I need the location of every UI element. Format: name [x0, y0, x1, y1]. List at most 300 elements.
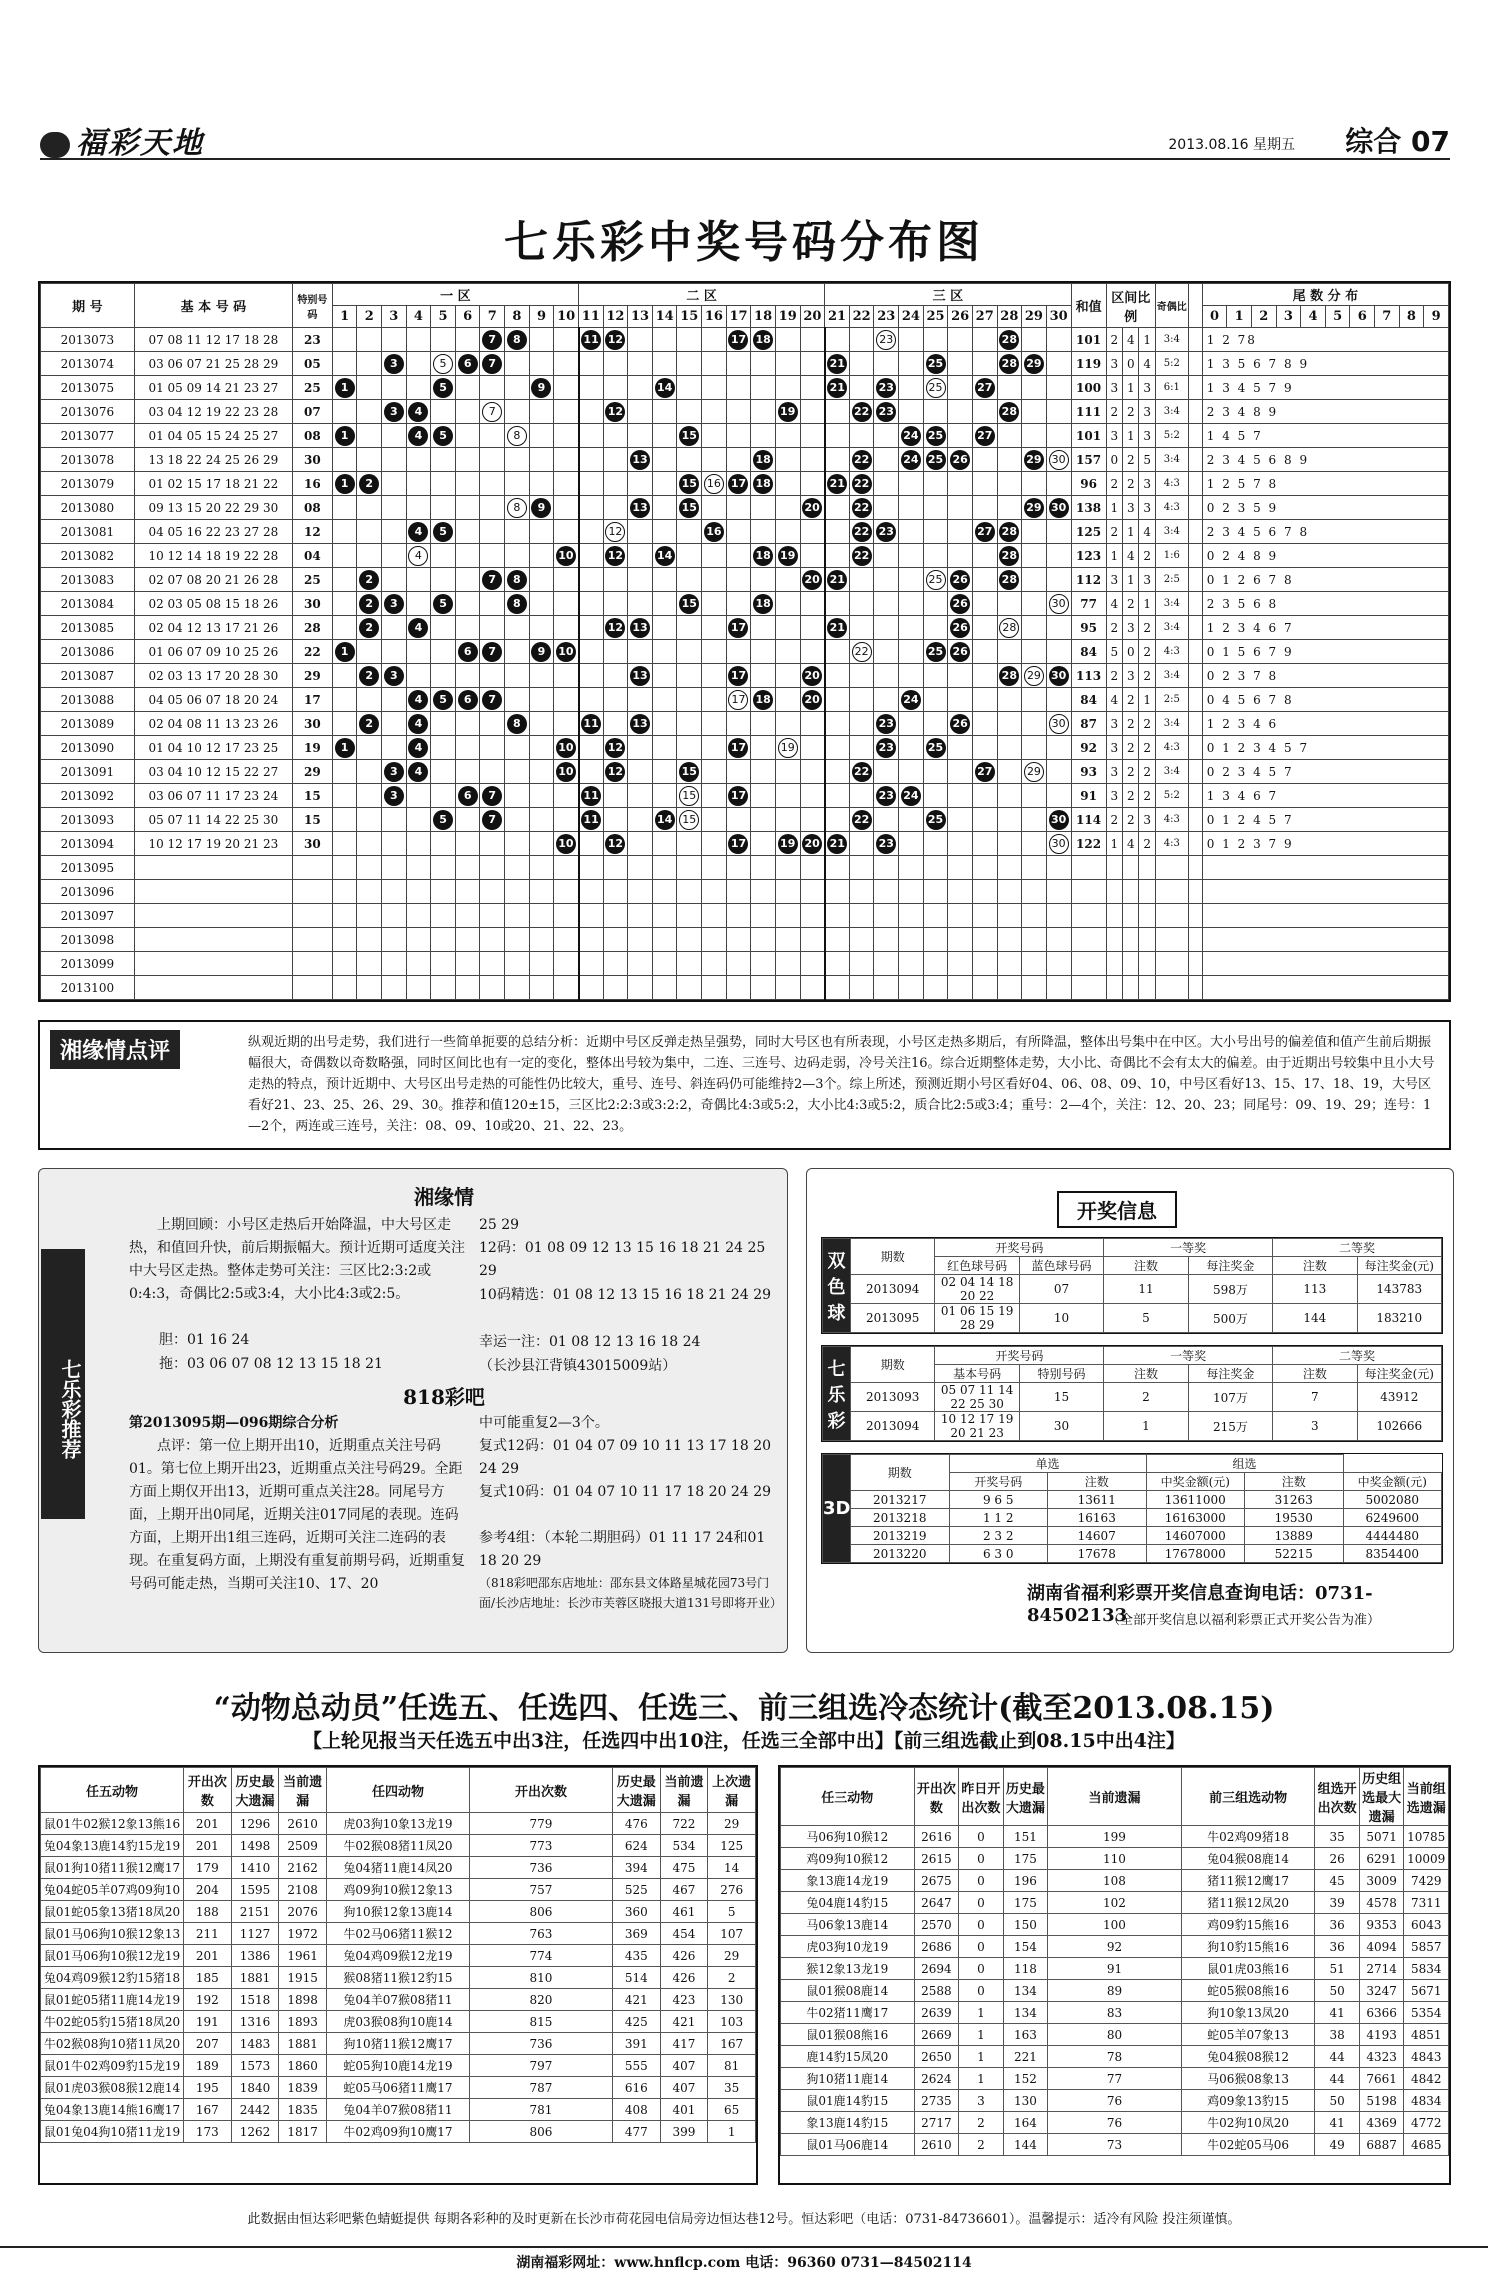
data-cell: 2650 [914, 2046, 959, 2068]
number-cell [1022, 520, 1047, 544]
drawn-ball: 17 [728, 666, 748, 686]
data-cell: 猪11猴12凤20 [1181, 1892, 1315, 1914]
special-cell: 07 [292, 400, 332, 424]
number-cell [652, 472, 677, 496]
data-cell: 10 12 17 19 20 21 23 [935, 1412, 1019, 1441]
ratio-cell: 3 [1139, 568, 1155, 592]
qlc-table [821, 1345, 1443, 1442]
number-cell [406, 928, 431, 952]
table-row [41, 1923, 756, 1945]
basic-numbers-cell: 09 13 15 20 22 29 30 [134, 496, 292, 520]
data-cell: 2570 [914, 1914, 959, 1936]
col-header: 中奖金额(元) [1146, 1473, 1245, 1491]
number-cell [579, 760, 604, 784]
number-header: 19 [775, 306, 800, 328]
drawn-ball: 4 [408, 522, 428, 542]
number-header: 9 [529, 306, 554, 328]
number-cell [480, 520, 505, 544]
oe-cell: 4:3 [1155, 808, 1188, 832]
number-cell [726, 424, 751, 448]
number-cell [677, 712, 702, 736]
number-cell [332, 472, 357, 496]
number-cell [751, 568, 776, 592]
number-cell [1046, 952, 1071, 976]
table-row [41, 904, 1449, 928]
data-cell: 2 [708, 1967, 756, 1989]
ratio-cell: 2 [1123, 592, 1139, 616]
number-cell [406, 472, 431, 496]
drawn-ball: 3 [384, 786, 404, 806]
number-cell [603, 976, 628, 1000]
tail-cell: 1 2 78 [1202, 328, 1448, 352]
number-cell [554, 496, 579, 520]
drawn-ball: 12 [605, 618, 625, 638]
drawn-ball: 3 [384, 594, 404, 614]
number-cell [1022, 472, 1047, 496]
number-cell [800, 352, 825, 376]
d3-table [821, 1453, 1443, 1564]
number-cell [972, 448, 997, 472]
number-cell [751, 640, 776, 664]
number-cell [406, 448, 431, 472]
basic-numbers-cell: 04 05 06 07 18 20 24 [134, 688, 292, 712]
data-cell: 598万 [1188, 1275, 1272, 1304]
number-cell [357, 496, 382, 520]
special-ball: 30 [1049, 450, 1069, 470]
number-cell [923, 760, 948, 784]
drawn-ball: 28 [999, 666, 1019, 686]
number-cell [677, 928, 702, 952]
data-cell: 555 [612, 2055, 660, 2077]
drawn-ball: 25 [926, 450, 946, 470]
number-cell [677, 400, 702, 424]
data-cell: 423 [660, 1989, 708, 2011]
number-cell [455, 736, 480, 760]
number-cell [825, 760, 850, 784]
number-cell [800, 616, 825, 640]
drawn-ball: 23 [876, 714, 896, 734]
number-cell [480, 904, 505, 928]
table-row [41, 736, 1449, 760]
number-cell [825, 616, 850, 640]
number-cell [677, 880, 702, 904]
sum-cell: 114 [1071, 808, 1106, 832]
drawn-ball: 27 [975, 522, 995, 542]
data-cell: 2714 [1359, 1958, 1404, 1980]
number-cell [505, 688, 530, 712]
spacer-cell [1188, 808, 1202, 832]
data-cell: 175 [1003, 1848, 1048, 1870]
number-cell [1046, 688, 1071, 712]
special-ball: 28 [999, 618, 1019, 638]
number-cell [677, 376, 702, 400]
number-cell [455, 712, 480, 736]
number-cell [997, 832, 1022, 856]
basic-numbers-cell: 10 12 17 19 20 21 23 [134, 832, 292, 856]
col-header: 红色球号码 [935, 1257, 1019, 1275]
number-cell [997, 568, 1022, 592]
drawn-ball: 2 [359, 618, 379, 638]
data-cell: 196 [1003, 1870, 1048, 1892]
number-cell [775, 832, 800, 856]
basic-numbers-cell: 03 04 10 12 15 22 27 [134, 760, 292, 784]
number-header: 5 [431, 306, 456, 328]
number-cell [628, 352, 653, 376]
drawn-ball: 19 [778, 834, 798, 854]
drawn-ball: 17 [728, 618, 748, 638]
number-cell [480, 424, 505, 448]
basic-numbers-cell [134, 856, 292, 880]
sum-cell: 157 [1071, 448, 1106, 472]
ratio-cell: 2 [1123, 736, 1139, 760]
number-cell [332, 760, 357, 784]
number-cell [357, 616, 382, 640]
ratio-cell: 3 [1106, 760, 1122, 784]
number-cell [874, 808, 899, 832]
hotline-text: 湖南省福利彩票开奖信息查询电话：0731-84502133 [1027, 1583, 1373, 1626]
number-cell [677, 592, 702, 616]
number-cell [628, 928, 653, 952]
data-cell: 1 1 2 [949, 1509, 1048, 1527]
number-cell [357, 376, 382, 400]
sum-cell: 77 [1071, 592, 1106, 616]
number-cell [874, 904, 899, 928]
number-cell [382, 976, 407, 1000]
data-cell: 113 [1273, 1275, 1357, 1304]
number-cell [480, 664, 505, 688]
number-cell [997, 400, 1022, 424]
drawn-ball: 9 [531, 642, 551, 662]
drawn-ball: 20 [802, 834, 822, 854]
drawn-ball: 14 [655, 810, 675, 830]
sum-cell: 122 [1071, 832, 1106, 856]
drawn-ball: 18 [753, 594, 773, 614]
number-cell [1046, 664, 1071, 688]
data-cell: 189 [184, 2055, 232, 2077]
number-cell [997, 808, 1022, 832]
data-cell: 110 [1048, 1848, 1182, 1870]
number-cell [972, 736, 997, 760]
number-cell [357, 448, 382, 472]
ratio-cell: 2 [1106, 472, 1122, 496]
number-cell [923, 808, 948, 832]
number-cell [455, 616, 480, 640]
sum-cell: 123 [1071, 544, 1106, 568]
number-cell [603, 688, 628, 712]
spacer-cell [1188, 928, 1202, 952]
number-cell [529, 424, 554, 448]
dan-text: 胆：01 16 24 [159, 1332, 250, 1348]
number-cell [751, 856, 776, 880]
number-cell [357, 664, 382, 688]
drawn-ball: 27 [975, 378, 995, 398]
number-cell [702, 712, 727, 736]
data-cell: 91 [1048, 1958, 1182, 1980]
number-cell [529, 496, 554, 520]
special-cell [292, 952, 332, 976]
number-cell [874, 568, 899, 592]
table-row [41, 496, 1449, 520]
number-cell [775, 352, 800, 376]
data-cell: 2694 [914, 1958, 959, 1980]
number-cell [332, 328, 357, 352]
number-cell [455, 760, 480, 784]
number-cell [332, 568, 357, 592]
data-cell: 虎03狗10象13龙19 [326, 1813, 469, 1835]
number-cell [800, 568, 825, 592]
number-cell [849, 832, 874, 856]
tail-cell: 0 2 4 8 9 [1202, 544, 1448, 568]
number-cell [997, 616, 1022, 640]
number-cell [431, 904, 456, 928]
number-cell [899, 736, 924, 760]
number-cell [480, 784, 505, 808]
number-cell [382, 400, 407, 424]
data-cell: 83 [1048, 2002, 1182, 2024]
data-cell: 73 [1048, 2134, 1182, 2156]
spacer-cell [1188, 664, 1202, 688]
number-cell [800, 904, 825, 928]
number-cell [825, 784, 850, 808]
number-cell [997, 784, 1022, 808]
col-oe: 奇偶比 [1155, 284, 1188, 328]
number-cell [726, 544, 751, 568]
data-cell: 马06猴08象13 [1181, 2068, 1315, 2090]
number-cell [923, 952, 948, 976]
number-cell [382, 544, 407, 568]
ratio-cell: 3 [1123, 616, 1139, 640]
sum-cell: 112 [1071, 568, 1106, 592]
data-cell: 360 [612, 1901, 660, 1923]
data-cell: 36 [1315, 1936, 1360, 1958]
number-cell [603, 544, 628, 568]
rec-text: 中可能重复2—3个。 [479, 1415, 609, 1431]
drawn-ball: 13 [630, 498, 650, 518]
number-cell [874, 928, 899, 952]
number-cell [554, 568, 579, 592]
zone-header: 二 区 [579, 284, 825, 306]
number-cell [874, 856, 899, 880]
number-header: 15 [677, 306, 702, 328]
number-cell [800, 760, 825, 784]
number-cell [480, 496, 505, 520]
number-cell [677, 976, 702, 1000]
spacer-cell [1188, 328, 1202, 352]
number-cell [406, 784, 431, 808]
data-cell: 125 [708, 1835, 756, 1857]
rec-text: 参考4组：（本轮二期胆码）01 11 17 24和01 18 20 29 [479, 1530, 766, 1569]
ratio-cell [1123, 928, 1139, 952]
number-cell [529, 712, 554, 736]
number-cell [603, 568, 628, 592]
data-cell: 1881 [279, 2033, 327, 2055]
number-cell [702, 496, 727, 520]
data-cell: 16163 [1048, 1509, 1147, 1527]
number-cell [923, 712, 948, 736]
number-cell [899, 880, 924, 904]
number-cell [628, 376, 653, 400]
ratio-cell [1106, 880, 1122, 904]
data-cell: 736 [469, 1857, 612, 1879]
number-cell [480, 760, 505, 784]
ratio-cell: 3 [1106, 568, 1122, 592]
number-cell [751, 544, 776, 568]
data-cell: 221 [1003, 2046, 1048, 2068]
ratio-cell: 2 [1123, 448, 1139, 472]
number-cell [357, 856, 382, 880]
table-row [41, 688, 1449, 712]
ratio-cell: 3 [1106, 424, 1122, 448]
basic-numbers-cell: 13 18 22 24 25 26 29 [134, 448, 292, 472]
number-cell [1022, 616, 1047, 640]
ratio-cell: 3 [1123, 664, 1139, 688]
basic-numbers-cell: 02 03 13 17 20 28 30 [134, 664, 292, 688]
number-cell [382, 472, 407, 496]
number-cell [972, 832, 997, 856]
data-cell: 5 [1104, 1304, 1188, 1333]
data-cell: 29 [708, 1945, 756, 1967]
number-cell [874, 664, 899, 688]
number-cell [948, 328, 973, 352]
number-cell [825, 472, 850, 496]
col-header: 注数 [1104, 1257, 1188, 1275]
data-cell: 马06象13鹿14 [781, 1914, 915, 1936]
basic-numbers-cell: 01 04 05 15 24 25 27 [134, 424, 292, 448]
basic-numbers-cell: 03 04 12 19 22 23 28 [134, 400, 292, 424]
number-cell [849, 856, 874, 880]
number-cell [849, 784, 874, 808]
number-cell [726, 712, 751, 736]
number-cell [332, 784, 357, 808]
special-ball: 23 [876, 330, 896, 350]
number-cell [849, 712, 874, 736]
drawn-ball: 4 [408, 690, 428, 710]
data-cell: 2013217 [851, 1491, 950, 1509]
number-cell [972, 712, 997, 736]
number-cell [529, 520, 554, 544]
logo-icon [40, 132, 70, 158]
data-cell: 144 [1003, 2134, 1048, 2156]
ratio-cell [1106, 952, 1122, 976]
drawn-ball: 30 [1049, 666, 1069, 686]
data-cell: 狗10猴12象13鹿14 [326, 1901, 469, 1923]
ratio-cell: 5 [1106, 640, 1122, 664]
number-cell [874, 736, 899, 760]
number-cell [972, 952, 997, 976]
spacer-cell [1188, 544, 1202, 568]
data-cell: 鸡09狗10猴12 [781, 1848, 915, 1870]
data-cell: 1 [1104, 1412, 1188, 1441]
number-cell [529, 376, 554, 400]
col-header: 开奖号码 [949, 1473, 1048, 1491]
number-cell [554, 688, 579, 712]
number-cell [1046, 640, 1071, 664]
number-cell [357, 688, 382, 712]
number-cell [923, 448, 948, 472]
number-cell [529, 592, 554, 616]
number-cell [726, 760, 751, 784]
ratio-cell: 1 [1123, 376, 1139, 400]
ratio-cell: 4 [1123, 328, 1139, 352]
number-cell [406, 640, 431, 664]
spacer-cell [1188, 400, 1202, 424]
data-cell: 2442 [231, 2099, 279, 2121]
spacer-cell [1188, 712, 1202, 736]
data-cell: 26 [1315, 1848, 1360, 1870]
drawn-ball: 13 [630, 618, 650, 638]
tail-cell: 0 1 2 6 7 8 [1202, 568, 1448, 592]
number-cell [677, 760, 702, 784]
data-cell: 77 [1048, 2068, 1182, 2090]
number-cell [702, 736, 727, 760]
number-cell [382, 496, 407, 520]
number-cell [899, 832, 924, 856]
number-cell [505, 568, 530, 592]
number-cell [628, 952, 653, 976]
data-cell: 2 [959, 2112, 1004, 2134]
number-cell [899, 784, 924, 808]
number-cell [603, 904, 628, 928]
number-cell [923, 904, 948, 928]
distribution-chart [38, 281, 1451, 1002]
number-cell [849, 976, 874, 1000]
data-cell: 107万 [1188, 1383, 1272, 1412]
number-cell [529, 832, 554, 856]
number-cell [948, 688, 973, 712]
data-cell: 154 [1003, 1936, 1048, 1958]
table-row [781, 1980, 1449, 2002]
drawn-ball: 24 [901, 786, 921, 806]
table-row [41, 784, 1449, 808]
drawn-ball: 21 [827, 354, 847, 374]
special-cell: 19 [292, 736, 332, 760]
oe-cell: 4:3 [1155, 832, 1188, 856]
number-cell [849, 544, 874, 568]
number-cell [406, 592, 431, 616]
number-cell [825, 736, 850, 760]
drawn-ball: 22 [852, 522, 872, 542]
number-cell [874, 760, 899, 784]
drawn-ball: 2 [359, 474, 379, 494]
number-cell [874, 472, 899, 496]
disclaimer-text: （全部开奖信息以福利彩票正式开奖公告为准） [1107, 1613, 1381, 1628]
data-cell: 1316 [231, 2011, 279, 2033]
number-cell [505, 496, 530, 520]
drawn-ball: 7 [482, 330, 502, 350]
number-cell [357, 640, 382, 664]
data-cell: 4843 [1404, 2046, 1449, 2068]
data-cell: 81 [708, 2055, 756, 2077]
data-cell: 5354 [1404, 2002, 1449, 2024]
data-cell: 2 3 2 [949, 1527, 1048, 1545]
number-cell [874, 880, 899, 904]
data-cell: 2013218 [851, 1509, 950, 1527]
number-cell [455, 808, 480, 832]
ratio-cell [1106, 856, 1122, 880]
number-cell [628, 832, 653, 856]
number-cell [579, 400, 604, 424]
special-ball: 17 [728, 690, 748, 710]
data-cell: 38 [1315, 2024, 1360, 2046]
number-cell [972, 688, 997, 712]
number-cell [1022, 544, 1047, 568]
drawn-ball: 12 [605, 402, 625, 422]
drawn-ball: 4 [408, 762, 428, 782]
number-cell [923, 352, 948, 376]
data-cell: 1410 [231, 1857, 279, 1879]
number-cell [332, 592, 357, 616]
data-cell: 89 [1048, 1980, 1182, 2002]
